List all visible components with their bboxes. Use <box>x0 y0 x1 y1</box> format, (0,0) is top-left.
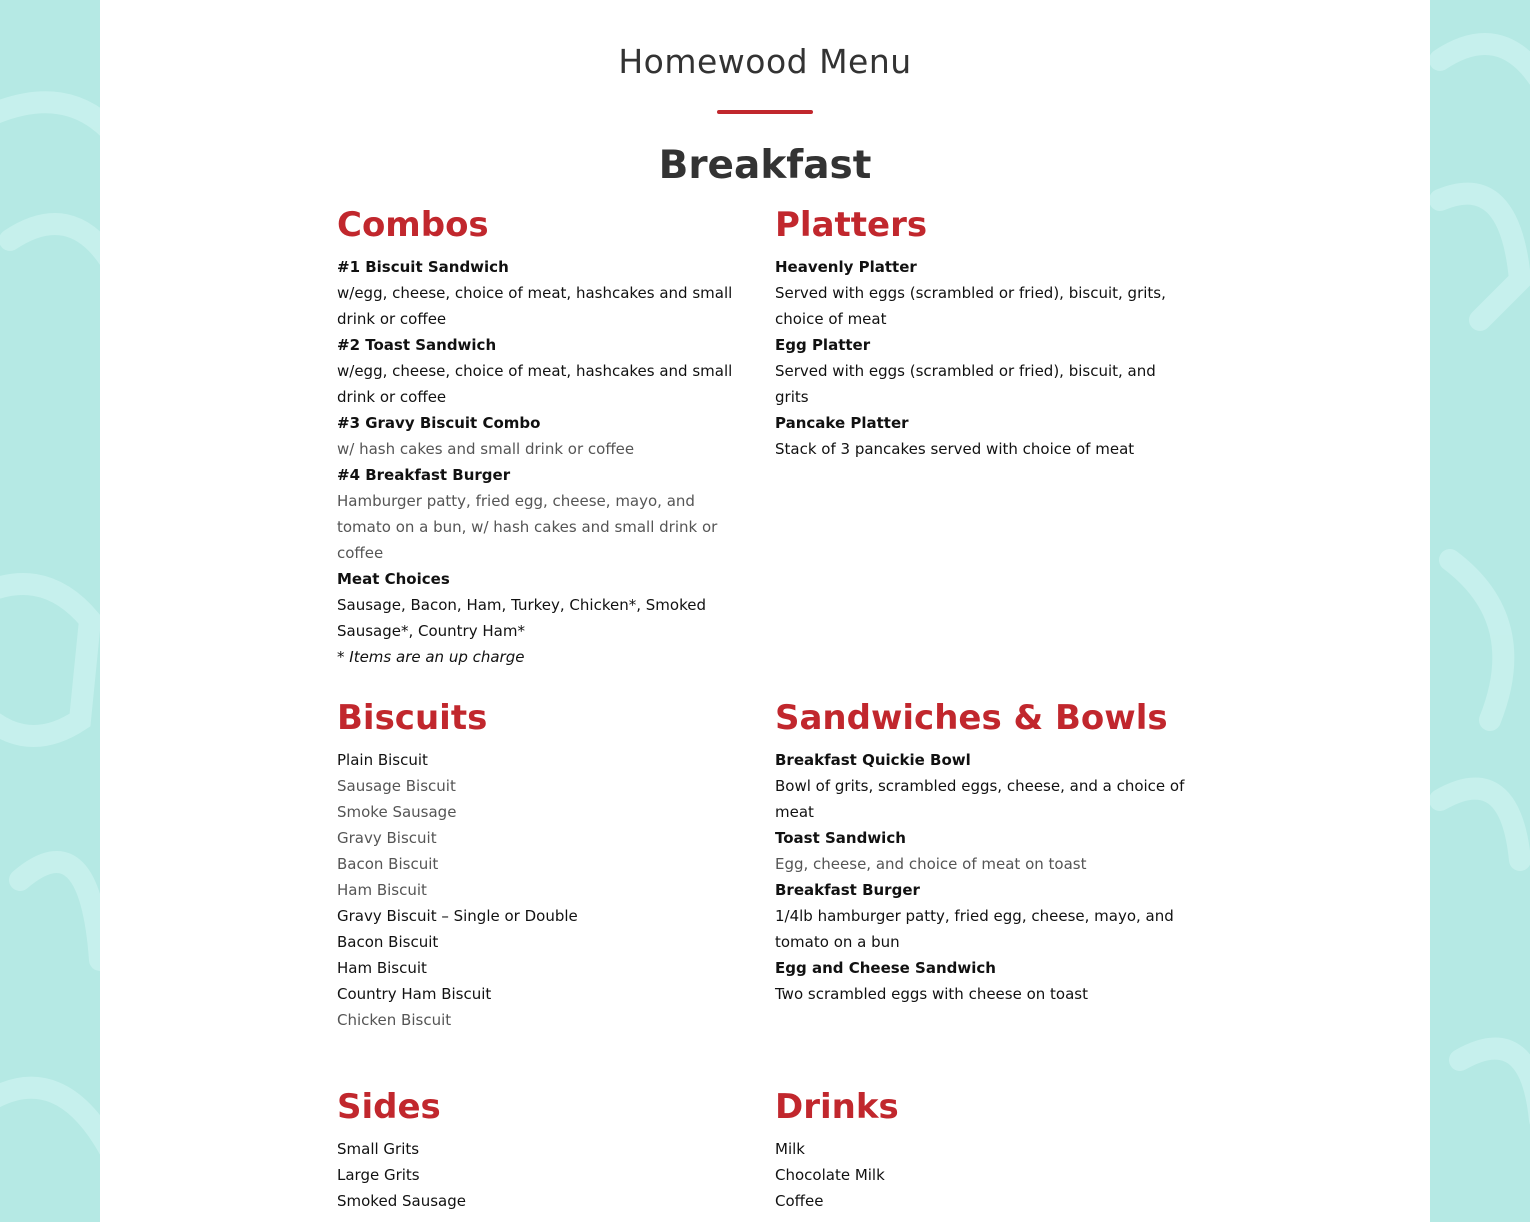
section-heading-breakfast: Breakfast <box>658 143 872 188</box>
platters-list <box>775 254 1187 462</box>
menu-line: Pancake Platter <box>775 414 909 432</box>
menu-line: Bowl of grits, scrambled eggs, cheese, and a choice of meat <box>775 777 1185 821</box>
menu-line: Milk <box>775 1140 805 1158</box>
menu-line: Egg and Cheese Sandwich <box>775 959 996 977</box>
menu-line: Ham Biscuit <box>337 881 427 899</box>
menu-line: Large Grits <box>337 1166 420 1184</box>
biscuits-column <box>337 697 749 1033</box>
menu-line: * Items are an up charge <box>337 648 525 666</box>
menu-line: #2 Toast Sandwich <box>337 336 497 354</box>
menu-line: Sausage, Bacon, Ham, Turkey, Chicken*, Smoked Sausage*, Country Ham* <box>337 596 706 640</box>
title-divider <box>717 110 813 114</box>
menu-line: Served with eggs (scrambled or fried), biscuit, and grits <box>775 362 1156 406</box>
page-title: Homewood Menu <box>618 42 912 81</box>
platters-heading: Platters <box>775 205 928 245</box>
combos-column <box>337 204 749 670</box>
menu-line: Country Ham Biscuit <box>337 985 492 1003</box>
menu-line: Served with eggs (scrambled or fried), biscuit, grits, choice of meat <box>775 284 1166 328</box>
menu-line: Smoke Sausage <box>337 803 457 821</box>
biscuits-heading: Biscuits <box>337 698 488 738</box>
menu-line: w/egg, cheese, choice of meat, hashcakes and small drink or coffee <box>337 284 733 328</box>
menu-line: w/ hash cakes and small drink or coffee <box>337 440 635 458</box>
menu-line: Stack of 3 pancakes served with choice of meat <box>775 440 1135 458</box>
biscuits-list <box>337 747 749 1033</box>
combos-heading: Combos <box>337 205 489 245</box>
menu-line: Breakfast Burger <box>775 881 920 899</box>
menu-line: Small Grits <box>337 1140 420 1158</box>
menu-page <box>100 0 1430 1222</box>
menu-line: Toast Sandwich <box>775 829 906 847</box>
menu-line: Ham Biscuit <box>337 959 427 977</box>
drinks-heading: Drinks <box>775 1087 899 1127</box>
menu-line: Gravy Biscuit <box>337 829 437 847</box>
menu-line: Bacon Biscuit <box>337 933 439 951</box>
menu-line: #3 Gravy Biscuit Combo <box>337 414 541 432</box>
menu-line: Coffee <box>775 1192 824 1210</box>
sides-list <box>337 1136 749 1214</box>
menu-line: #1 Biscuit Sandwich <box>337 258 509 276</box>
sandwiches-list <box>775 747 1187 1007</box>
sandwiches-column <box>775 697 1187 1007</box>
menu-line: w/egg, cheese, choice of meat, hashcakes and small drink or coffee <box>337 362 733 406</box>
menu-line: #4 Breakfast Burger <box>337 466 511 484</box>
sides-heading: Sides <box>337 1087 441 1127</box>
drinks-column <box>775 1086 1187 1214</box>
menu-line: Two scrambled eggs with cheese on toast <box>775 985 1089 1003</box>
menu-line: Heavenly Platter <box>775 258 917 276</box>
menu-line: Plain Biscuit <box>337 751 428 769</box>
platters-column <box>775 204 1187 462</box>
sides-column <box>337 1086 749 1214</box>
menu-line: Meat Choices <box>337 570 450 588</box>
menu-line: Gravy Biscuit – Single or Double <box>337 907 578 925</box>
menu-line: Egg Platter <box>775 336 871 354</box>
menu-line: Egg, cheese, and choice of meat on toast <box>775 855 1087 873</box>
menu-line: Hamburger patty, fried egg, cheese, mayo, and tomato on a bun, w/ hash cakes and small drink or coffee <box>337 492 718 562</box>
menu-line: 1/4lb hamburger patty, fried egg, cheese, mayo, and tomato on a bun <box>775 907 1174 951</box>
menu-line: Chicken Biscuit <box>337 1011 452 1029</box>
combos-list <box>337 254 749 670</box>
menu-line: Breakfast Quickie Bowl <box>775 751 971 769</box>
menu-line: Sausage Biscuit <box>337 777 456 795</box>
sandwiches-heading: Sandwiches & Bowls <box>775 698 1168 738</box>
menu-line: Bacon Biscuit <box>337 855 439 873</box>
menu-line: Chocolate Milk <box>775 1166 885 1184</box>
menu-line: Smoked Sausage <box>337 1192 466 1210</box>
drinks-list <box>775 1136 1187 1214</box>
